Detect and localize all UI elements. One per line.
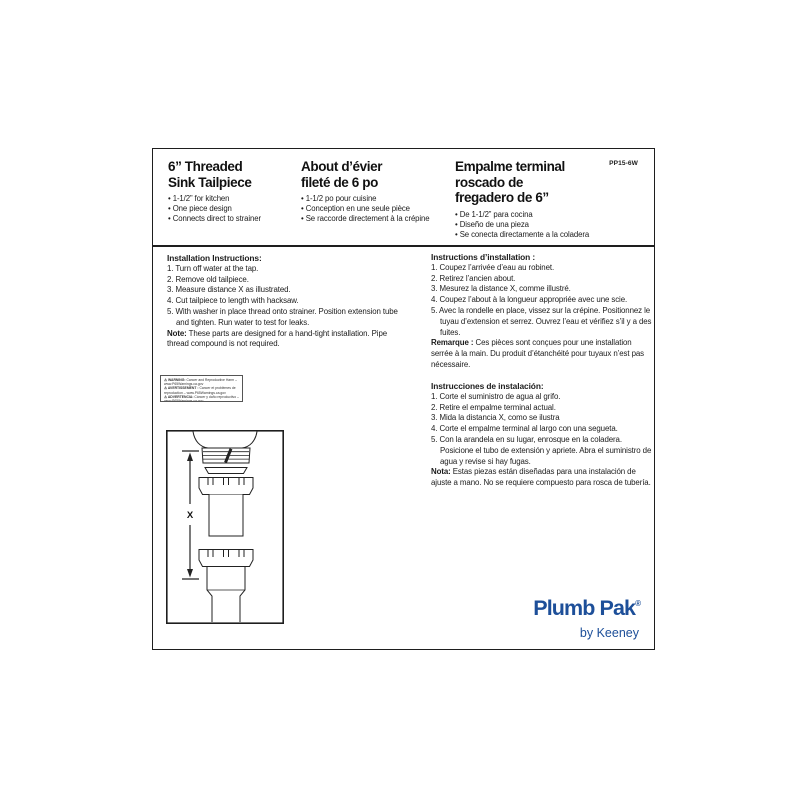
instruction-note (431, 338, 653, 370)
instruction-step: 1. Turn off water at the tap. (167, 263, 259, 273)
bullet-item: • Se raccorde directement à la crépine (301, 214, 443, 224)
dimension-label: X (186, 510, 194, 521)
title-line: 6” Threaded (168, 159, 243, 174)
instruction-step: 2. Remove old tailpiece. (167, 274, 249, 284)
part-number: PP15-6W (609, 160, 638, 167)
instructions-spanish (431, 381, 653, 489)
instructions-heading: Installation Instructions: (167, 253, 262, 263)
product-title-spanish (455, 159, 627, 206)
product-title-french (301, 159, 443, 190)
brand-logo (521, 595, 641, 640)
bullet-item: • 1-1/2” for kitchen (168, 194, 298, 204)
bullet-item: • One piece design (168, 204, 298, 214)
note-text: Estas piezas están diseñadas para una instalación de ajuste a mano. No se requiere compuesto para rosca de tubería. (431, 467, 651, 488)
product-header-spanish (455, 159, 627, 240)
slip-nut-upper-icon (199, 478, 253, 495)
product-header-english (168, 159, 298, 225)
warning-item (164, 386, 239, 394)
warning-label: ⚠ AVERTISSEMENT : (164, 386, 199, 391)
product-title-english (168, 159, 298, 190)
bullet-item: • Diseño de una pieza (455, 220, 627, 230)
title-line: fregadero de 6” (455, 190, 549, 205)
bullet-item: • Conception en une seule pièce (301, 204, 443, 214)
feature-bullets-english (168, 194, 298, 225)
instruction-step: 4. Coupez l’about à la longueur appropriée avec une scie. (431, 295, 628, 305)
bullet-item: • De 1-1/2” para cocina (455, 210, 627, 220)
instruction-step: 4. Cut tailpiece to length with hacksaw. (167, 296, 299, 306)
note-label: Remarque : (431, 338, 474, 348)
instruction-step: 2. Retire el empalme terminal actual. (431, 402, 556, 412)
instructions-heading: Instructions d’installation : (431, 252, 536, 262)
note-text: Ces pièces sont conçues pour une installation serrée à la main. Du produit d’étanchéité pour tuyaux n’est pas nécessaire. (431, 338, 645, 369)
instruction-note (431, 467, 653, 489)
prop65-warning-box (160, 375, 243, 402)
tailpiece-diagram-svg (166, 430, 284, 624)
header-divider-rule (153, 245, 654, 247)
warning-text: Cáncer y daño reproductivo – www.P65Warnings.ca.gov (164, 394, 239, 402)
title-line: Sink Tailpiece (168, 174, 252, 190)
note-text: These parts are designed for a hand-tight installation. Pipe thread compound is not required. (167, 328, 388, 349)
instruction-step: 5. Con la arandela en su lugar, enrosque en la coladera. Posicione el tubo de extensión y apriete. Abra el suministro de agua y revise si hay fugas. (431, 434, 652, 466)
warning-text: Cancer et problèmes de reproduction – www.P65Warnings.ca.gov (164, 386, 236, 395)
instruction-step: 1. Corte el suministro de agua al grifo. (431, 391, 561, 401)
instructions-heading: Instrucciones de instalación: (431, 381, 544, 391)
upper-tube-icon (209, 495, 243, 537)
instruction-step: 2. Retirez l’ancien about. (431, 273, 516, 283)
instructions-english (167, 253, 409, 350)
warning-text: Cancer and Reproductive Harm – www.P65Warnings.ca.gov (164, 378, 237, 387)
note-label: Note: (167, 328, 187, 338)
instruction-note (167, 329, 409, 351)
warning-item (164, 395, 239, 402)
slip-nut-lower-icon (199, 550, 253, 567)
brand-text: Plumb Pak (533, 596, 636, 620)
brand-name (521, 595, 641, 626)
extension-tube-icon (207, 567, 245, 623)
feature-bullets-french (301, 194, 443, 225)
instruction-step: 3. Mida la distancia X, como se ilustra (431, 413, 560, 423)
tailpiece-diagram (166, 430, 284, 624)
bullet-item: • Connects direct to strainer (168, 214, 298, 224)
warning-item (164, 378, 239, 386)
instruction-step: 4. Corte el empalme terminal al largo con una segueta. (431, 424, 618, 434)
warning-label: ⚠ ADVERTENCIA: (164, 394, 194, 399)
instruction-step: 3. Mesurez la distance X, comme illustré. (431, 284, 571, 294)
instruction-step: 1. Coupez l’arrivée d’eau au robinet. (431, 262, 555, 272)
warning-label: ⚠ WARNING: (164, 378, 186, 382)
feature-bullets-spanish (455, 210, 627, 241)
washer-icon (205, 468, 247, 474)
registered-mark: ® (635, 599, 641, 608)
instruction-step: 5. With washer in place thread onto strainer. Position extension tube and tighten. Run water to test for leaks. (167, 306, 398, 327)
title-line: About d’évier (301, 159, 383, 174)
title-line: fileté de 6 po (301, 174, 378, 190)
brand-tagline: by Keeney (579, 626, 639, 640)
instruction-card (152, 148, 655, 650)
title-line: Empalme terminal (455, 159, 565, 174)
product-header-french (301, 159, 443, 225)
bullet-item: • Se conecta directamente a la coladera (455, 230, 627, 240)
bullet-item: • 1-1/2 po pour cuisine (301, 194, 443, 204)
strainer-icon (193, 432, 257, 464)
instructions-french (431, 252, 653, 371)
instruction-step: 5. Avec la rondelle en place, vissez sur la crépine. Positionnez le tuyau d’extension et serrez. Ouvrez l’eau et vérifiez s’il y a des fuites. (431, 305, 652, 337)
note-label: Nota: (431, 467, 451, 477)
title-line: roscado de (455, 174, 524, 190)
instruction-step: 3. Measure distance X as illustrated. (167, 285, 291, 295)
